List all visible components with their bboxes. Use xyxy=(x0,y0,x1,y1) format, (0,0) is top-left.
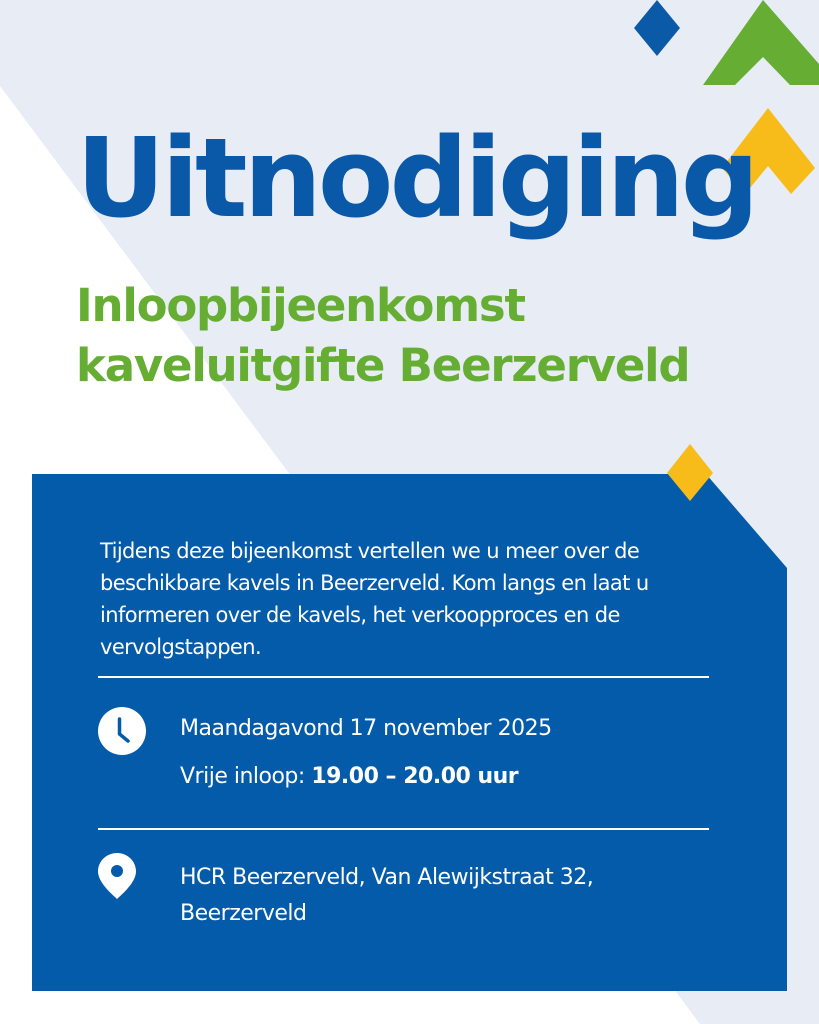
divider-top xyxy=(98,676,709,678)
walkin-time: 19.00 – 20.00 uur xyxy=(311,764,519,789)
clock-icon xyxy=(98,707,146,755)
event-date: Maandagavond 17 november 2025 xyxy=(180,716,552,741)
walkin-label: Vrije inloop: xyxy=(180,764,305,789)
divider-bottom xyxy=(98,828,709,830)
location-pin-icon xyxy=(98,853,136,899)
address-line-1: HCR Beerzerveld, Van Alewijkstraat 32, xyxy=(180,865,594,890)
address-line-2: Beerzerveld xyxy=(180,901,307,926)
subtitle-line-2: kaveluitgifte Beerzerveld xyxy=(76,339,690,392)
subtitle-line-1: Inloopbijeenkomst xyxy=(76,279,525,332)
event-description: Tijdens deze bijeenkomst vertellen we u meer over de beschikbare kavels in Beerzerveld. Kom langs en laat u informeren over de kavels, het verkoopproces en de vervolgstappen. xyxy=(100,539,649,659)
walkin-time-line xyxy=(180,761,518,793)
page-title: Uitnodiging xyxy=(76,114,756,242)
